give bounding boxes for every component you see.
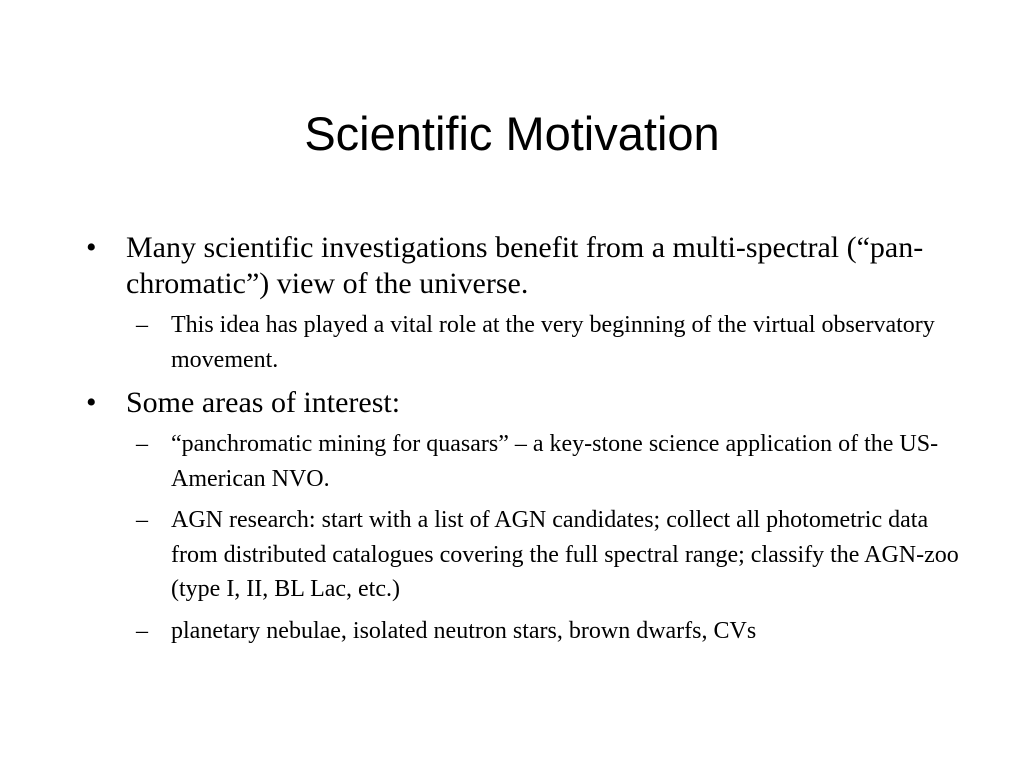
sub-item-text: “panchromatic mining for quasars” – a key-stone science application of the US-American NVO. [171,431,939,492]
bullet-icon: • [86,231,97,264]
sub-list [126,308,964,377]
slide-title: Scientific Motivation [304,107,720,160]
sub-item [126,427,964,496]
dash-icon: – [136,431,148,457]
sub-list [126,427,964,648]
sub-item [126,614,964,649]
dash-icon: – [136,507,148,533]
bullet-item-1 [84,230,964,377]
dash-icon: – [136,617,148,644]
sub-item [126,503,964,607]
sub-item-text: AGN research: start with a list of AGN candidates; collect all photometric data from distributed catalogues covering the full spectral range; classify the AGN-zoo (type I, II, BL Lac, etc.) [171,507,959,602]
bullet-item-2 [84,385,964,648]
bullet-text: Many scientific investigations benefit from a multi-spectral (“pan-chromatic”) view of the universe. [126,231,924,300]
bullet-icon: • [86,386,97,419]
bullet-list [84,230,964,656]
dash-icon: – [136,312,148,338]
sub-item-text: planetary nebulae, isolated neutron stars, brown dwarfs, CVs [171,617,757,644]
sub-item [126,308,964,377]
bullet-text: Some areas of interest: [126,386,401,419]
sub-item-text: This idea has played a vital role at the very beginning of the virtual observatory movement. [171,312,935,373]
